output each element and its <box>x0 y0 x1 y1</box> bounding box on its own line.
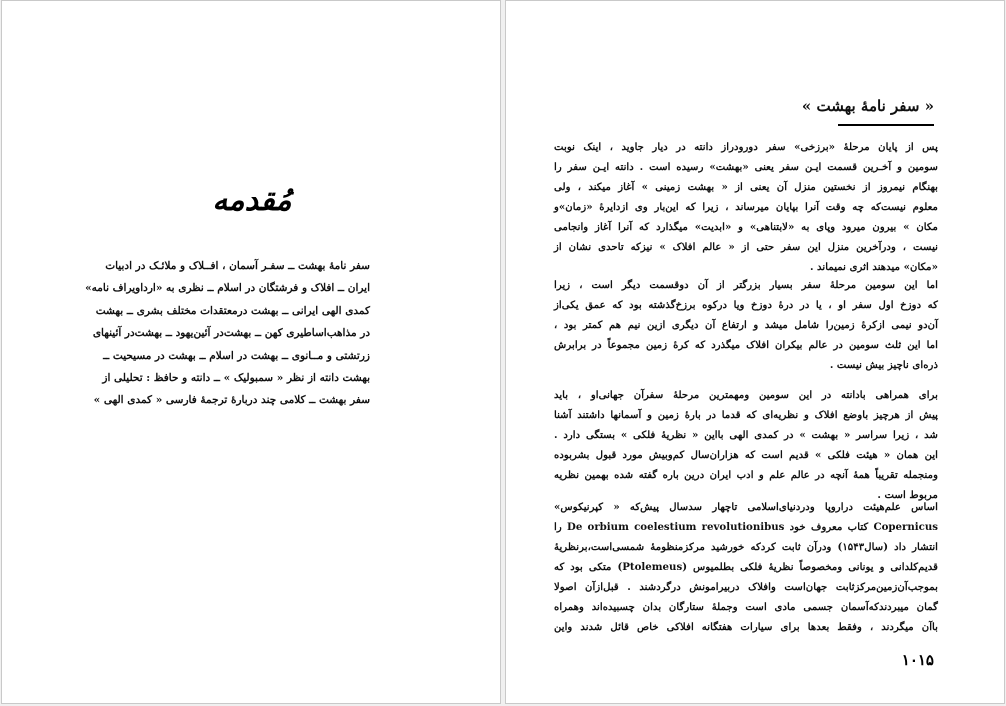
text-line: Copernicus کتاب معروف خود De orbium coelestium revolutionibus را <box>554 521 938 533</box>
paragraph <box>554 137 938 277</box>
text-line: آن‌دو نیمی ازکرهٔ زمین‌را شامل میشد و ارتفاع آن دیگری ازین نیم هم کمتر بود ، <box>554 319 938 331</box>
text-line: بموجب‌آن‌زمین‌مرکزثابت جهان‌است وافلاک دربیرامونش درگردشند . قبل‌ازآن اصولا <box>554 581 938 593</box>
text-line: برای همراهی بادانته در این سومین ومهمترین مرحلهٔ سفرآن جهانی‌او ، باید <box>554 389 938 401</box>
text-line: بهنگام نیمروز از نخستین منزل آن یعنی از « بهشت زمینی » آغاز میکند ، ولی <box>554 181 938 193</box>
text-line: ومنجمله تقریباً همهٔ آنچه در عالم علم و ادب ایران درین باره گفته شده بهمین نظریه <box>554 469 938 481</box>
contents-line: بهشت دانته از نظر « سمبولیک » ــ دانته و حافظ : تحلیلی از <box>102 372 370 385</box>
text-line: مکان » بیرون میرود وپای به «لابتناهی» و «ابدیت» میگذارد که آنرا آغاز وانجامی <box>554 221 938 233</box>
header-rule <box>838 124 934 126</box>
text-line: که دوزخ اول سفر او ، یا در درهٔ دوزخ ویا درکوه برزخ‌گذشته بود که عمق یکی‌از <box>554 299 938 311</box>
text-line: اساس علم‌هیئت دراروپا ودردنیای‌اسلامی تاچهار سدسال پیش‌که « کپرنیکوس» <box>554 501 938 513</box>
text-line: شد ، زیرا سراسر « بهشت » در کمدی الهی بااین « نظریهٔ فلکی » بستگی دارد . <box>554 429 938 441</box>
text-line: نیست ، ودرآخرین منزل این سفر حتی از « عالم افلاک » نیزکه تاحدی نشان از <box>554 241 938 253</box>
text-line: اما این سومین مرحلهٔ سفر بسیار بزرگتر از آن دوقسمت دیگر است ، زیرا <box>554 279 938 291</box>
text-line: پس از پایان مرحلهٔ «برزخی» سفر دورودراز دانته در دیار جاوید ، اینک نوبت <box>554 141 938 153</box>
text-line: انتشار داد (سال۱۵۴۳) ودرآن ثابت کردکه خورشید مرکزمنظومهٔ شمسی‌است،برنظریهٔ <box>554 541 938 553</box>
text-line: گمان میبردندکه‌آسمان جسمی مادی است وجملهٔ ستارگان بدان چسبیده‌اند وهمراه <box>554 601 938 613</box>
intro-title: مُقدمه <box>212 183 292 218</box>
text-line: اما این ثلث سومین در عالم بیکران افلاک میگذرد که کرهٔ زمین مجموعاً در برابرش <box>554 339 938 351</box>
text-line: باآن میگردند ، وفقط بعدها برای سیارات هفتگانه افلاکی خاص قائل شدند واین <box>554 621 938 633</box>
text-line: مربوط است . <box>877 489 938 501</box>
paragraph <box>554 385 938 505</box>
text-line: «مکان» میدهند اثری نمیماند . <box>809 261 938 273</box>
text-line: معلوم نیست‌که چه وقت آنرا بپایان میرساند ، زیرا که این‌بار وی ازدایرهٔ «زمان»و <box>554 201 938 213</box>
contents-line: سفر بهشت ــ کلامی چند دربارهٔ ترجمهٔ فارسی « کمدی الهی » <box>93 394 370 407</box>
intro-contents <box>85 255 370 412</box>
paragraph <box>554 275 938 375</box>
paragraph <box>554 497 938 637</box>
running-header: « سفر نامهٔ بهشت » <box>801 97 934 115</box>
contents-line: سفر نامهٔ بهشت ــ سفـر آسمان ، افــلاک و ملائـک در ادبیات <box>105 260 370 272</box>
contents-line: کمدی الهی ایرانی ــ بهشت درمعتقدات مختلف بشری ــ بهشت <box>95 304 370 317</box>
text-line: قدیم‌کلدانی و یونانی ومخصوصاً نظریهٔ فلکی بطلمیوس (Ptolemeus) متکی بود که <box>554 561 938 573</box>
page-number: ۱۰۱۵ <box>901 651 934 669</box>
contents-line: ایران ــ افلاک و فرشتگان در اسلام ــ نظری به «ارداویراف نامه» <box>85 282 370 295</box>
contents-line: زرتشتی و مــانوی ــ بهشت در اسلام ــ بهشت در مسیحیت ــ <box>103 349 370 362</box>
text-line: سومین و آخـرین قسمت ایـن سفر یعنی «بهشت» رسیده است . دانته ایـن سفر را <box>554 161 938 173</box>
left-page <box>1 0 501 704</box>
contents-line: در مذاهب‌اساطیری کهن ــ بهشت‌در آئین‌یهود ــ بهشت‌در آئینهای <box>92 327 370 340</box>
right-page <box>505 0 1005 704</box>
text-line: پیش از هرچیز باوضع افلاک و نظریه‌ای که قدما در بارهٔ زمین و آسمانها داشتند آشنا <box>554 409 938 421</box>
text-line: ذره‌ای ناچیز بیش نیست . <box>829 359 938 371</box>
text-line: این همان « هیئت فلکی » قدیم است که هزاران‌سال کم‌وبیش مورد قبول بشربوده <box>554 449 938 461</box>
